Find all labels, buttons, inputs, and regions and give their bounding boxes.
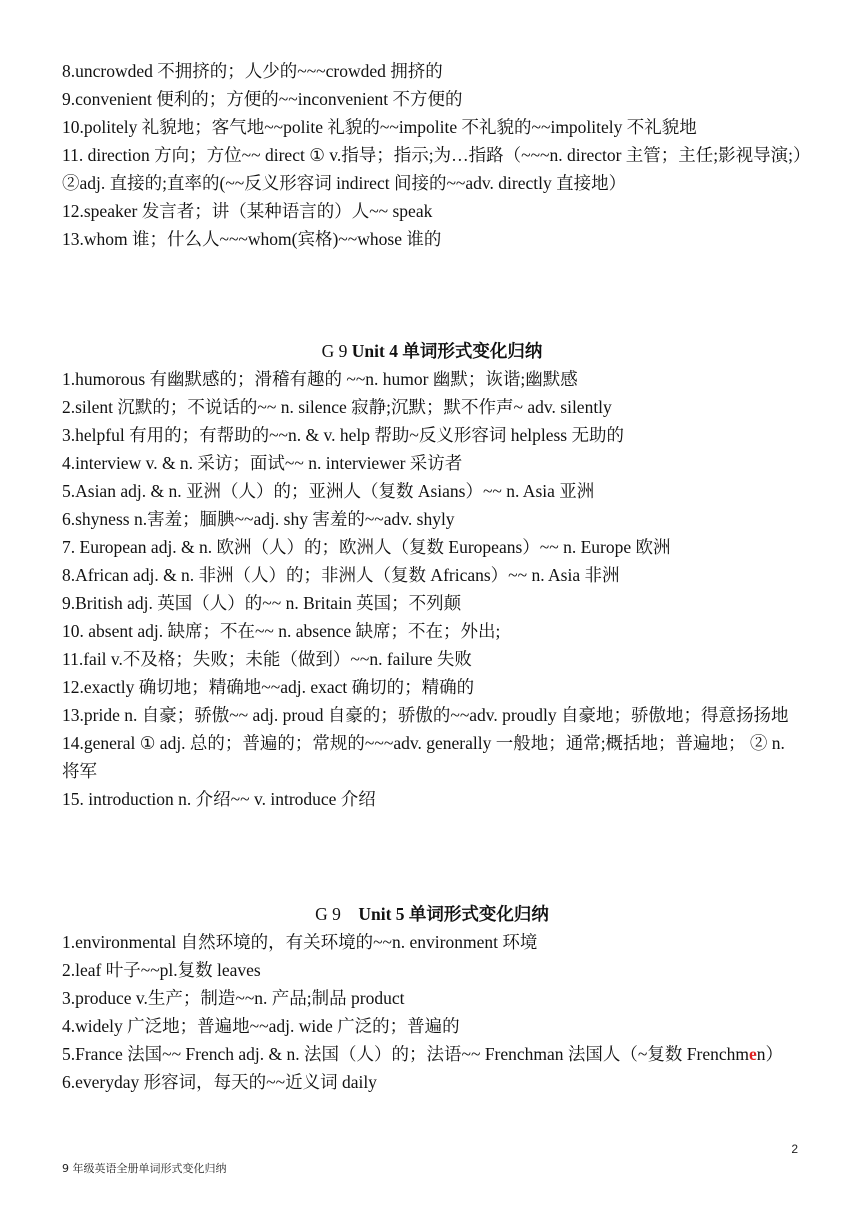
list-item: 5.Asian adj. & n. 亚洲（人）的；亚洲人（复数 Asians）~~ n. Asia 亚洲 (62, 481, 595, 501)
item5-highlight: e (748, 1044, 757, 1064)
list-item: 1.environmental 自然环境的，有关环境的~~n. environment 环境 (62, 932, 538, 952)
heading-suffix: 单词形式变化归纳 (404, 904, 549, 924)
unit3-list (62, 57, 802, 253)
page-footer: 9 年级英语全册单词形式变化归纳 (62, 1162, 227, 1175)
list-item: 3.helpful 有用的；有帮助的~~n. & v. help 帮助~反义形容词 helpless 无助的 (62, 425, 624, 445)
list-item: 7. European adj. & n. 欧洲（人）的；欧洲人（复数 Europeans）~~ n. Europe 欧洲 (62, 537, 671, 557)
item5-text-before: 5.France 法国~~ French adj. & n. 法国（人）的；法语~~ Frenchman 法国人（~复数 Frenchm (62, 1044, 749, 1064)
list-item: 14.general ① adj. 总的；普遍的；常规的~~~adv. generally 一般地；通常;概括地；普遍地； ② n. 将军 (62, 733, 785, 781)
heading-suffix: 单词形式变化归纳 (397, 341, 543, 361)
section-heading (62, 900, 802, 928)
section-heading (62, 337, 802, 365)
list-item: 12.exactly 确切地；精确地~~adj. exact 确切的；精确的 (62, 677, 475, 697)
list-item: 8.uncrowded 不拥挤的；人少的~~~crowded 拥挤的 (62, 61, 443, 81)
list-item: 4.interview v. & n. 采访；面试~~ n. interviewer 采访者 (62, 453, 463, 473)
list-item: 13.whom 谁；什么人~~~whom(宾格)~~whose 谁的 (62, 229, 442, 249)
list-item: 6.everyday 形容词，每天的~~近义词 daily (62, 1072, 377, 1092)
heading-prefix: G 9 (315, 904, 359, 924)
list-item: 3.produce v.生产；制造~~n. 产品;制品 product (62, 988, 405, 1008)
heading-unit: Unit 4 (351, 341, 398, 361)
list-item: 6.shyness n.害羞；腼腆~~adj. shy 害羞的~~adv. shyly (62, 509, 455, 529)
list-item: 2.leaf 叶子~~pl.复数 leaves (62, 960, 261, 980)
unit5-section (62, 900, 802, 1096)
unit4-section (62, 337, 802, 813)
heading-unit: Unit 5 (358, 904, 405, 924)
list-item (62, 1040, 802, 1068)
list-item: 11. direction 方向；方位~~ direct ① v.指导；指示;为…指路（~~~n. director 主管；主任;影视导演;）②adj. 直接的;直率的(~~反义形容词 indirect 间接的~~adv. directly 直接地） (62, 145, 802, 193)
list-item: 13.pride n. 自豪；骄傲~~ adj. proud 自豪的；骄傲的~~adv. proudly 自豪地；骄傲地；得意扬扬地 (62, 705, 789, 725)
list-item: 15. introduction n. 介绍~~ v. introduce 介绍 (62, 789, 376, 809)
list-item: 12.speaker 发言者；讲（某种语言的）人~~ speak (62, 201, 433, 221)
item5-text-after: n） (756, 1044, 783, 1064)
list-item: 9.convenient 便利的；方便的~~inconvenient 不方便的 (62, 89, 463, 109)
list-item: 2.silent 沉默的；不说话的~~ n. silence 寂静;沉默；默不作声~ adv. silently (62, 397, 612, 417)
list-item: 9.British adj. 英国（人）的~~ n. Britain 英国；不列颠 (62, 593, 462, 613)
list-item: 10.politely 礼貌地；客气地~~polite 礼貌的~~impolite 不礼貌的~~impolitely 不礼貌地 (62, 117, 697, 137)
list-item: 10. absent adj. 缺席；不在~~ n. absence 缺席；不在；外出; (62, 621, 501, 641)
page-number: 2 (791, 1142, 798, 1156)
list-item: 4.widely 广泛地；普遍地~~adj. wide 广泛的；普遍的 (62, 1016, 460, 1036)
heading-prefix: G 9 (321, 341, 352, 361)
list-item: 8.African adj. & n. 非洲（人）的；非洲人（复数 Africans）~~ n. Asia 非洲 (62, 565, 620, 585)
list-item: 11.fail v.不及格；失败；未能（做到）~~n. failure 失败 (62, 649, 472, 669)
list-item: 1.humorous 有幽默感的；滑稽有趣的 ~~n. humor 幽默；诙谐;幽默感 (62, 369, 578, 389)
